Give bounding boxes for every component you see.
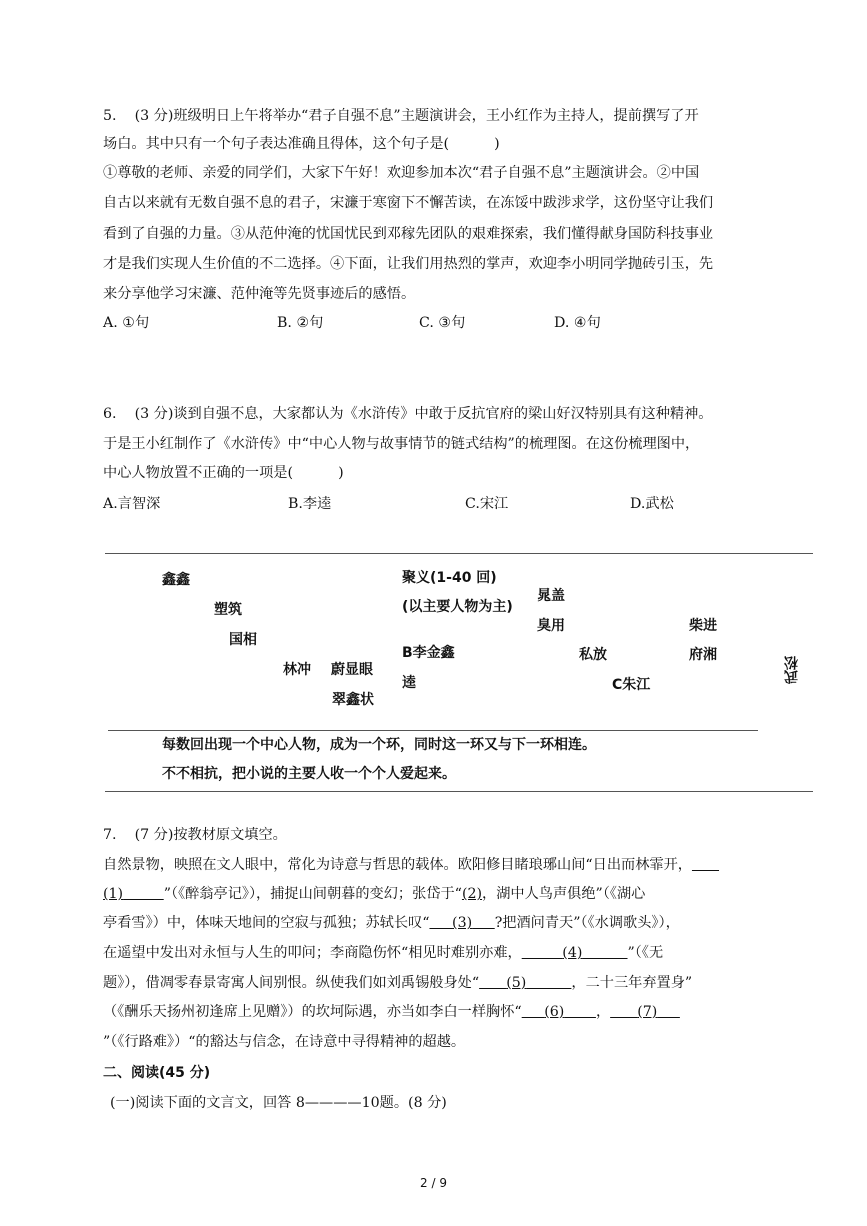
q7-line-6: （《酬乐天扬州初逢席上见赠》）的坎坷际遇，亦当如李白一样胸怀“ (6) ， (7) <box>103 1004 658 1020</box>
diagram-word: B李金鑫 <box>402 645 455 661</box>
diagram-word: 柴进 <box>689 618 717 634</box>
q5-line-7: 来分享他学习宋濂、范仲淹等先贤事迹后的感悟。 <box>103 286 416 302</box>
blank-2: (2) <box>461 886 483 902</box>
q5-line-6: 才是我们实现人生价值的不二选择。④下面，让我们用热烈的掌声，欢迎李小明同学抛砖引玉，先 <box>103 256 714 272</box>
diagram-word: 晁盖 <box>537 588 565 604</box>
q7-title: 7. (7 分)按教材原文填空。 <box>103 827 287 843</box>
diagram-word: 聚义(1-40 回) <box>402 570 497 586</box>
q5-line-2: 场白。其中只有一个句子表达准确且得体，这个句子是( ) <box>103 136 500 152</box>
q6-line-1: 6. (3 分)谈到自强不息，大家都认为《水浒传》中敢于反抗官府的梁山好汉特别具有这种精神。 <box>103 406 713 422</box>
diagram-word: 私放 <box>579 647 607 663</box>
diagram-word: 塑筑 <box>214 602 242 618</box>
q5-options <box>103 313 703 333</box>
diagram-word: 国相 <box>229 632 257 648</box>
blank-3: (3) <box>452 915 473 931</box>
blank-1: (1) <box>103 886 124 902</box>
diagram-word: 蔚显眼 <box>331 662 373 678</box>
diagram-middle-rule <box>108 730 758 731</box>
q6-options <box>103 494 753 514</box>
diagram-word: 武松 <box>784 656 800 684</box>
q5-option-b: B. ②句 <box>277 315 324 331</box>
q5-option-a: A. ①句 <box>103 315 150 331</box>
diagram-word: 鑫鑫 <box>162 572 190 588</box>
q7-line-4: 在遥望中发出对永恒与人生的叩问；李商隐伤怀“相见时难别亦难， (4) ”（《无 <box>103 945 664 961</box>
q6-line-3: 中心人物放置不正确的一项是( ) <box>103 465 344 481</box>
q5-line-1: 5. (3 分)班级明日上午将举办“君子自强不息”主题演讲会，王小红作为主持人，提前撰写了开 <box>103 108 699 124</box>
diagram-word: 府湘 <box>689 647 717 663</box>
q6-option-d: D.武松 <box>630 496 674 512</box>
diagram-note-1: 每数回出现一个中心人物，成为一个环，同时这一环又与下一环相连。 <box>162 737 596 753</box>
blank-6: (6) <box>544 1004 565 1020</box>
diagram-word: 林冲 <box>283 662 311 678</box>
diagram-top-rule <box>105 553 813 554</box>
q7-line-2: (1) ”（《醉翁亭记》），捕捉山间朝暮的变幻；张岱于“(2)，湖中人鸟声俱绝”（《湖心 <box>103 886 646 902</box>
q5-line-3: ①尊敬的老师、亲爱的同学们，大家下午好！欢迎参加本次“君子自强不息”主题演讲会。②中国 <box>103 165 700 181</box>
q6-line-2: 于是王小红制作了《水浒传》中“中心人物与故事情节的链式结构”的梳理图。在这份梳理图中， <box>103 436 700 452</box>
section2-sub: (一)阅读下面的文言文，回答 8————10题。(8 分) <box>110 1095 447 1111</box>
q7-line-5: 题》），借凋零春景寄寓人间别恨。纵使我们如刘禹锡般身处“ (5) ，二十三年弃置身” <box>103 975 693 991</box>
q7-line-7: ”（《行路难》）“的豁达与信念，在诗意中寻得精神的超越。 <box>103 1034 466 1050</box>
diagram-word: 逵 <box>402 675 416 691</box>
q6-option-c: C.宋江 <box>465 496 509 512</box>
section2-title: 二、阅读(45 分) <box>103 1065 211 1081</box>
q7-line-3: 亭看雪》）中，体味天地间的空寂与孤独；苏轼长叹“ (3) ?把酒问青天”（《水调歌头》）， <box>103 915 680 931</box>
q5-option-d: D. ④句 <box>554 315 601 331</box>
diagram-note-2: 不不相抗，把小说的主要人收一个个人爱起来。 <box>162 766 456 782</box>
q5-line-4: 自古以来就有无数自强不息的君子，宋濂于寒窗下不懈苦读，在冻馁中跋涉求学，这份坚守让我们 <box>103 195 714 211</box>
page-number: 2 / 9 <box>420 1176 447 1190</box>
diagram-word: 臭用 <box>537 618 565 634</box>
q6-option-a: A.言智深 <box>103 496 161 512</box>
diagram-word: (以主要人物为主) <box>402 599 513 615</box>
blank-7: (7) <box>637 1004 658 1020</box>
q5-line-5: 看到了自强的力量。③从范仲淹的忧国忧民到邓稼先团队的艰难探索，我们懂得献身国防科技事业 <box>103 226 714 242</box>
diagram-word: 翠鑫状 <box>332 692 374 708</box>
diagram-word: C朱江 <box>612 677 651 693</box>
q5-option-c: C. ③句 <box>419 315 466 331</box>
blank-5: (5) <box>506 975 527 991</box>
q6-option-b: B.李逵 <box>288 496 332 512</box>
q7-line-1: 自然景物，映照在文人眼中，常化为诗意与哲思的载体。欧阳修目睹琅琊山间“日出而林霏开， <box>103 857 692 873</box>
blank-4: (4) <box>562 945 583 961</box>
diagram-bottom-rule <box>105 791 813 792</box>
